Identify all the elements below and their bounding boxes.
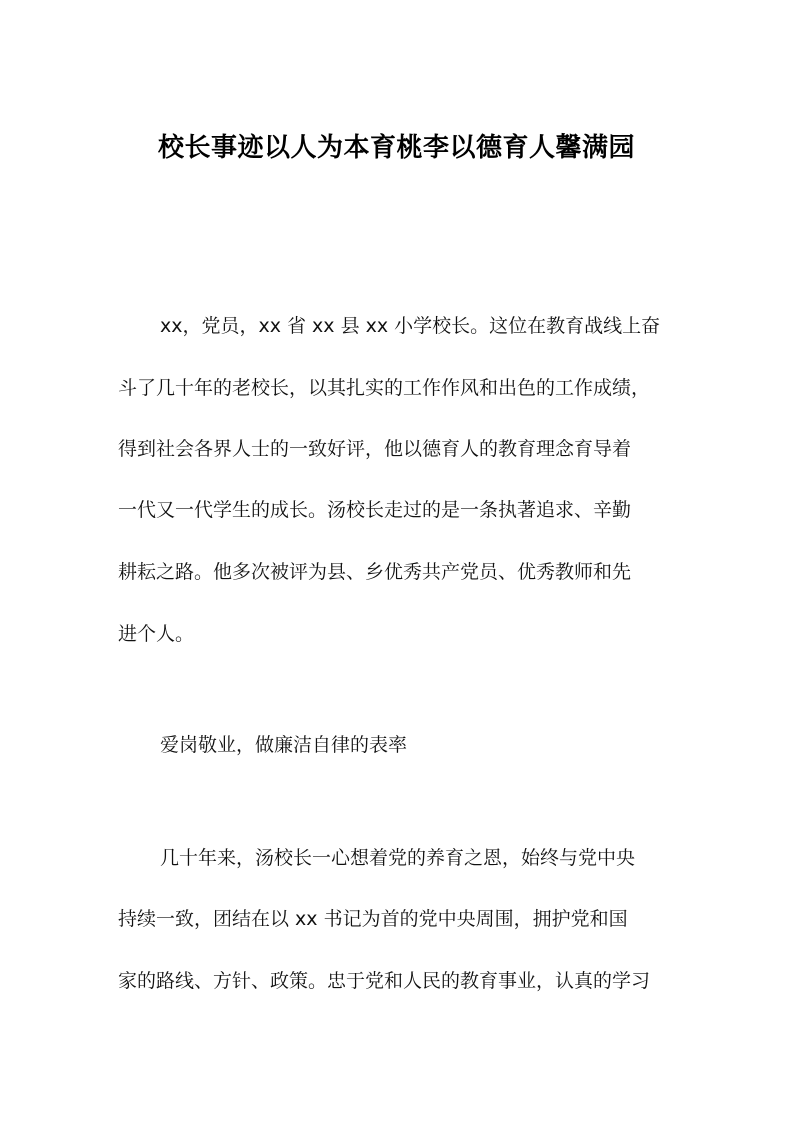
section-heading: 爱岗敬业，做廉洁自律的表率 [160,734,408,756]
paragraph-line: xx，党员，xx 省 xx 县 xx 小学校长。这位在教育战线上奋 [160,315,661,337]
document-title: 校长事迹以人为本育桃李以德育人馨满园 [157,133,635,163]
paragraph-line: 家的路线、方针、政策。忠于党和人民的教育事业，认真的学习 [118,970,651,992]
paragraph-line: 一代又一代学生的成长。汤校长走过的是一条执著追求、辛勤 [118,499,632,521]
paragraph-line: 持续一致，团结在以 xx 书记为首的党中央周围，拥护党和国 [118,908,628,930]
paragraph-line: 斗了几十年的老校长，以其扎实的工作作风和出色的工作成绩， [118,377,651,399]
paragraph-line: 耕耘之路。他多次被评为县、乡优秀共产党员、优秀教师和先 [118,561,632,583]
paragraph-line: 几十年来，汤校长一心想着党的养育之恩，始终与党中央 [160,847,636,869]
paragraph-line: 得到社会各界人士的一致好评，他以德育人的教育理念育导着 [118,438,632,460]
paragraph-line: 进个人。 [118,623,195,645]
